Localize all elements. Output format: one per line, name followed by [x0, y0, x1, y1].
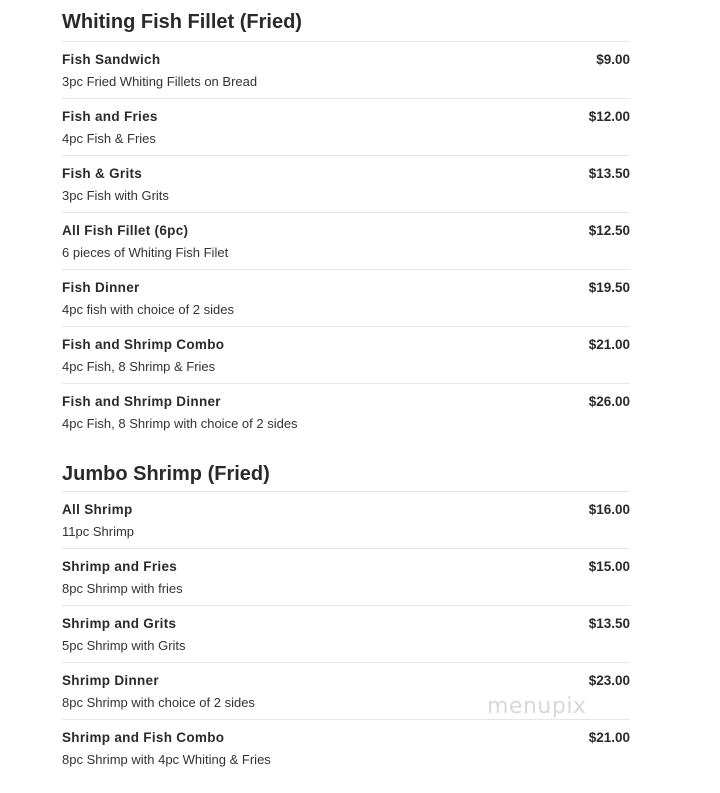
menu-item-all-shrimp[interactable] [62, 492, 630, 549]
section-title-jumbo-shrimp: Jumbo Shrimp (Fried) [62, 457, 630, 492]
menu-item-shrimp-and-fries[interactable] [62, 549, 630, 606]
section-title-whiting-fish: Whiting Fish Fillet (Fried) [62, 0, 630, 42]
item-price: $23.00 [588, 673, 630, 688]
item-price: $13.50 [588, 166, 630, 181]
section-items-jumbo-shrimp [62, 492, 630, 777]
item-price: $19.50 [588, 280, 630, 295]
menu-item-shrimp-and-fish-combo[interactable] [62, 720, 630, 777]
menu-item-all-fish-fillet[interactable] [62, 213, 630, 270]
item-price: $15.00 [588, 559, 630, 574]
item-name: Fish and Shrimp Dinner [62, 394, 221, 409]
item-price: $16.00 [588, 502, 630, 517]
menu-item-fish-and-grits[interactable] [62, 156, 630, 213]
item-price: $12.00 [588, 109, 630, 124]
item-description: 3pc Fish with Grits [62, 188, 169, 203]
item-description: 4pc fish with choice of 2 sides [62, 302, 234, 317]
menu-item-fish-sandwich[interactable] [62, 42, 630, 99]
item-description: 5pc Shrimp with Grits [62, 638, 186, 653]
item-name: Shrimp and Fries [62, 559, 178, 574]
item-description: 3pc Fried Whiting Fillets on Bread [62, 74, 258, 89]
item-price: $21.00 [588, 730, 630, 745]
menu-item-fish-and-shrimp-combo[interactable] [62, 327, 630, 384]
item-name: Fish and Fries [62, 109, 158, 124]
menu-item-fish-dinner[interactable] [62, 270, 630, 327]
section-items-whiting-fish [62, 42, 630, 441]
item-description: 6 pieces of Whiting Fish Filet [62, 245, 229, 260]
item-price: $21.00 [588, 337, 630, 352]
item-description: 8pc Shrimp with choice of 2 sides [62, 695, 255, 710]
menu-item-fish-and-fries[interactable] [62, 99, 630, 156]
item-description: 8pc Shrimp with fries [62, 581, 183, 596]
item-price: $9.00 [596, 52, 630, 67]
item-price: $12.50 [588, 223, 630, 238]
item-price: $26.00 [588, 394, 630, 409]
item-name: All Fish Fillet (6pc) [62, 223, 189, 238]
item-price: $13.50 [588, 616, 630, 631]
item-name: Fish Sandwich [62, 52, 161, 67]
menu-item-shrimp-and-grits[interactable] [62, 606, 630, 663]
item-name: Fish and Shrimp Combo [62, 337, 225, 352]
item-description: 11pc Shrimp [62, 524, 135, 539]
item-name: Shrimp Dinner [62, 673, 159, 688]
menu [62, 0, 630, 777]
item-name: All Shrimp [62, 502, 133, 517]
item-name: Fish & Grits [62, 166, 143, 181]
item-name: Shrimp and Fish Combo [62, 730, 225, 745]
item-description: 4pc Fish, 8 Shrimp & Fries [62, 359, 216, 374]
menupix-watermark: menupix [487, 694, 587, 719]
menu-item-fish-and-shrimp-dinner[interactable] [62, 384, 630, 441]
item-name: Shrimp and Grits [62, 616, 177, 631]
item-description: 8pc Shrimp with 4pc Whiting & Fries [62, 752, 271, 767]
item-description: 4pc Fish, 8 Shrimp with choice of 2 sides [62, 416, 298, 431]
item-description: 4pc Fish & Fries [62, 131, 156, 146]
item-name: Fish Dinner [62, 280, 140, 295]
